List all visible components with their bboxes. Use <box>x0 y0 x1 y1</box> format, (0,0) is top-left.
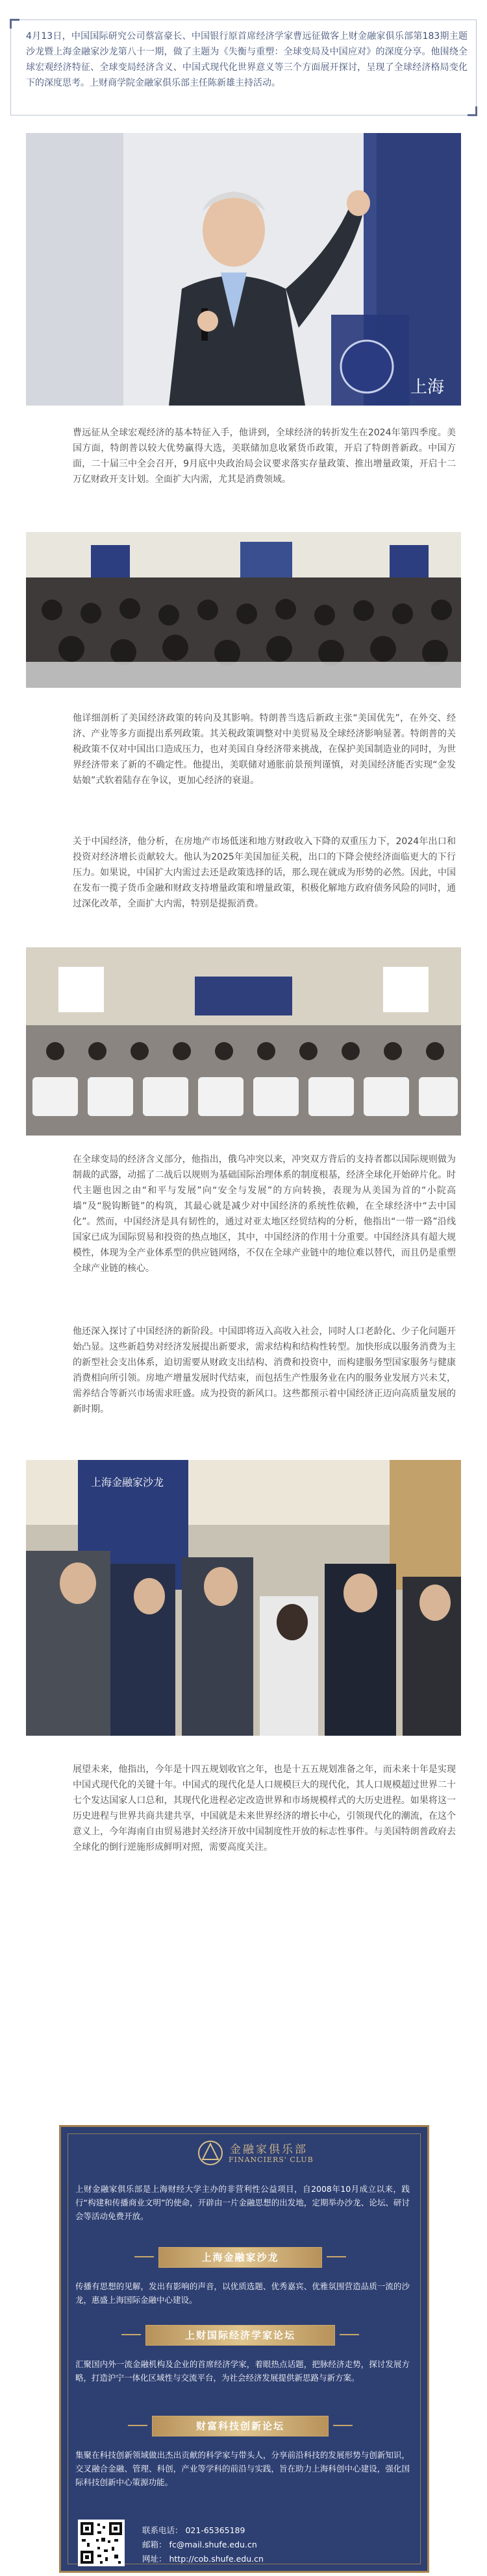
banner-tech-forum: 财富科技创新论坛 <box>152 2416 329 2436</box>
svg-text:上海金融家沙龙: 上海金融家沙龙 <box>91 1476 164 1488</box>
banner-salon: 上海金融家沙龙 <box>158 2247 322 2268</box>
hall-photo <box>26 947 461 1136</box>
qr-code-icon <box>78 2520 125 2566</box>
economists-forum-text: 汇聚国内外一流金融机构及企业的首席经济学家，着眼热点话题，把脉经济走势，探讨发展方略，打造沪宁一体化区域性与交流平台，为社会经济发展提供新思路与新方案。 <box>75 2359 410 2383</box>
banner-economists-forum: 上财国际经济学家论坛 <box>145 2325 335 2346</box>
paragraph-5: 他还深入探讨了中国经济的新阶段。中国即将迈入高收入社会，同时人口老龄化、少子化问题开始凸显。这些新趋势对经济发展提出新要求，需求结构和结构性转型。加快形成以服务消费为主的新型社会支出体系，迫切需要从财政支出结构、消费和投资中，而构建服务型国家服务与健康消费相向所引领。房地产增量发展时代结束，而包括生产性服务业在内的服务业发展方兴未艾，需养结合等新兴市场需求旺盛。成为投资的新风口。这些都预示着中国经济正迈向高质量发展的新时期。 <box>73 1326 456 1415</box>
club-name-en: FINANCIERS' CLUB <box>229 2156 314 2164</box>
club-name-cn: 金融家俱乐部 <box>230 2143 308 2156</box>
salon-text: 传播有思想的见解，发出有影响的声音，以优质选题、优秀嘉宾、优雅氛围营造品质一流的沙龙，惠盛上海国际金融中心建设。 <box>75 2281 410 2305</box>
club-card <box>59 2125 429 2573</box>
contact-website[interactable]: 网址： http://cob.shufe.edu.cn <box>142 2554 264 2564</box>
speaker-photo <box>26 133 461 406</box>
contact-phone: 联系电话： 021-65365189 <box>142 2525 245 2535</box>
club-logo-icon <box>197 2140 223 2166</box>
group-photo <box>26 1460 461 1736</box>
paragraph-1: 曹远征从全球宏观经济的基本特征入手，他讲到，全球经济的转折发生在2024年第四季度。美国方面，特朗普以较大优势赢得大选，美联储加息收紧货币政策，开启了特朗普新政。中国方面，二十届三中全会召开，9月底中央政治局会议要求落实存量政策、推出增量政策，开启十二万亿财政开支计划。全面扩大内需，尤其是消费领域。 <box>73 428 456 485</box>
paragraph-6: 展望未来，他指出，今年是十四五规划收官之年，也是十五五规划准备之年，而未来十年是实现中国式现代化的关键十年。中国式的现代化是人口规模巨大的现代化，其人口规模超过世界二十七个发达国家人口总和，其现代化进程必定改造世界和市场规模样式的大历史进程。如果将这一历史进程与世界共商共建共享，中国就是未来世界经济的增长中心，引领现代化的潮流，在这个意义上，今年海南自由贸易港封关经济开放中国制度性开放的标志性事件。与美国特朗普政府去全球化的倒行逆施形成鲜明对照，需要高度关注。 <box>73 1764 456 1853</box>
intro-text: 4月13日，中国国际研究公司蔡富豪长、中国银行原首席经济学家曹远征做客上财金融家俱乐部第183期主题沙龙暨上海金融家沙龙第八十一期，做了主题为《失衡与重塑：全球变局及中国应对》的深度分享。他围绕全球宏观经济特征、全球变局经济含义、中国式现代化世界意义等三个方面展开探讨，呈现了全球经济格局变化下的深度思考。上财商学院金融家俱乐部主任陈新雄主持活动。 <box>26 31 468 88</box>
paragraph-3: 关于中国经济，他分析，在房地产市场低迷和地方财政收入下降的双重压力下，2024年出口和投资对经济增长贡献较大。他认为2025年美国加征关税，出口的下降会使经济面临更大的下行压力。如果说，中国扩大内需过去还是政策选择的话，那么现在就成为形势的必然。因此，中国在发布一揽子货币金融和财政支持增量政策和增量政策，积极化解地方政府债务风险的同时，通过深化改革，全面扩大内需，特别是提振消费。 <box>73 836 456 909</box>
club-description: 上财金融家俱乐部是上海财经大学主办的非营利性公益项目，自2008年10月成立以来，践行“构建和传播商业文明”的使命，开辟由一片金融思想的出发地，定期举办沙龙、论坛、研讨会等活动免费开放。 <box>75 2184 410 2221</box>
paragraph-2: 他详细剖析了美国经济政策的转向及其影响。特朗普当选后新政主张“美国优先”，在外交、经济、产业等多方面提出系列政策。其关税政策调整对中美贸易及全球经济影响显著。特朗普的关税政策不仅对中国出口造成压力，也对美国自身经济带来挑战，在保护美国制造业的同时，为世界经济带来了新的不确定性。他提出，美联储对通胀前景预判谨慎，对美国经济能否实现“金发姑娘”式软着陆存在争议，更加心经济的衰退。 <box>73 713 456 786</box>
contact-email[interactable]: 邮箱： fc@mail.shufe.edu.cn <box>142 2540 257 2549</box>
svg-text:上海: 上海 <box>410 378 445 397</box>
tech-forum-text: 集聚在科技创新领域做出杰出贡献的科学家与带头人，分享前沿科技的发展形势与创新知识，交叉融合金融、管理、科创，产业等学科的前沿与实践，旨在助力上海科创中心建设，强化国际科技创新中心策源功能。 <box>75 2450 410 2487</box>
audience-photo <box>26 532 461 688</box>
paragraph-4: 在全球变局的经济含义部分，他指出，俄乌冲突以来，冲突双方背后的支持者都以国际规则做为制裁的武器，动摇了二战后以规则为基础国际治理体系的制度根基，经济全球化开始碎片化。时代主题也因之由“和平与发展”向“安全与发展”的方向转换，表现为从美国为首的“小院高墙”及“脱钩断链”的构筑，其最心就是减少对中国经济的系统性依赖，在全球经济中“去中国化”。然而，中国经济是具有韧性的，通过对亚太地区经贸结构的分析，他指出“一带一路”沿线国家已成为国际贸易和投资的热点地区，其中，中国经济的作用十分重要。中国经济具有超大规模性，体现为全产业体系型的供应链网络，不仅在全球产业链中的地位难以替代，而且仍是重塑全球产业链的核心。 <box>73 1154 456 1274</box>
